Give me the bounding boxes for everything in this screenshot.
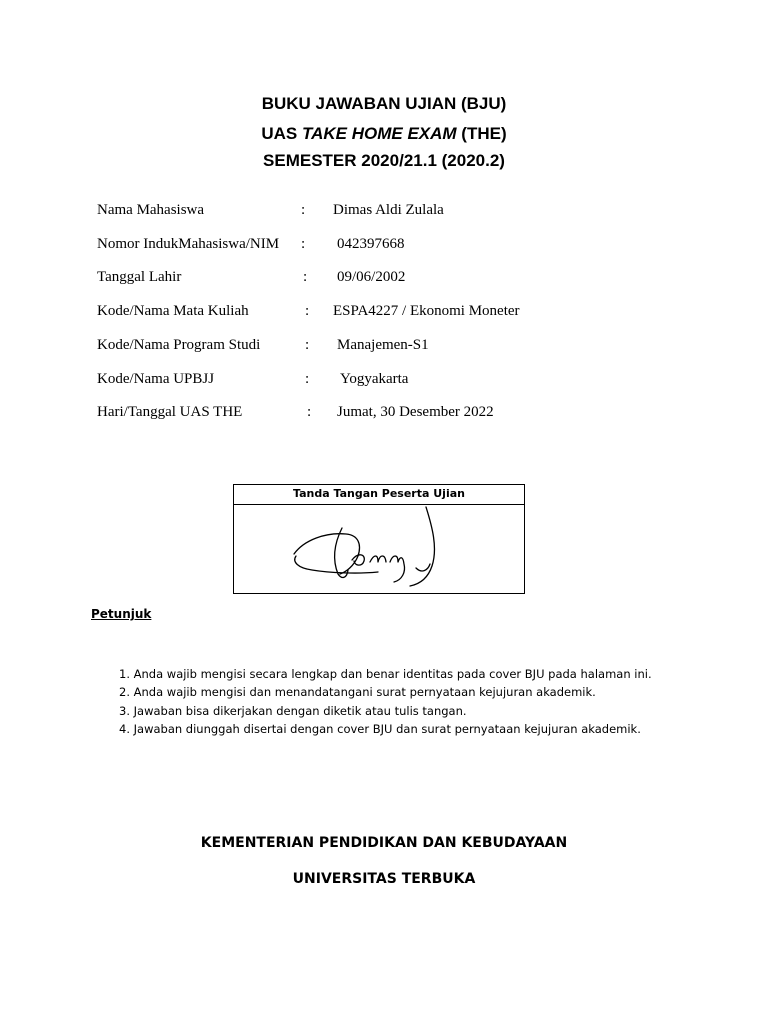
signature-box (233, 484, 525, 594)
university-name: UNIVERSITAS TERBUKA (292, 871, 476, 887)
petunjuk-item: 1. Anda wajib mengisi secara lengkap dan benar identitas pada cover BJU pada halaman ini. (119, 667, 652, 681)
field-label-nim: Nomor IndukMahasiswa/NIM (97, 236, 280, 252)
petunjuk-item: 3. Jawaban bisa dikerjakan dengan diketik atau tulis tangan. (119, 704, 467, 718)
field-value-tanggal-uas: Jumat, 30 Desember 2022 (337, 404, 494, 420)
field-label-tanggal-lahir: Tanggal Lahir (97, 269, 182, 285)
field-label-nama: Nama Mahasiswa (97, 202, 205, 218)
petunjuk-item: 2. Anda wajib mengisi dan menandatangani surat pernyataan kejujuran akademik. (119, 685, 596, 699)
field-value-nim: 042397668 (337, 236, 405, 252)
petunjuk-item: 4. Jawaban diunggah disertai dengan cover BJU dan surat pernyataan kejujuran akademik. (119, 722, 641, 736)
field-separator: : (305, 303, 310, 319)
field-separator: : (301, 202, 306, 218)
title-line-1: BUKU JAWABAN UJIAN (BJU) (261, 94, 507, 113)
field-separator: : (307, 404, 312, 420)
field-separator: : (303, 269, 308, 285)
field-separator: : (305, 337, 310, 353)
field-value-mata-kuliah: ESPA4227 / Ekonomi Moneter (333, 303, 520, 319)
field-label-program-studi: Kode/Nama Program Studi (97, 337, 261, 353)
signature-header: Tanda Tangan Peserta Ujian (234, 485, 524, 505)
signature-image (234, 504, 524, 593)
field-label-mata-kuliah: Kode/Nama Mata Kuliah (97, 303, 249, 319)
ministry-name: KEMENTERIAN PENDIDIKAN DAN KEBUDAYAAN (200, 835, 568, 851)
field-value-upbjj: Yogyakarta (340, 371, 409, 387)
title-line-2-suffix: (THE) (456, 124, 507, 143)
title-line-2 (0, 124, 768, 144)
field-label-upbjj: Kode/Nama UPBJJ (97, 371, 215, 387)
title-line-3: SEMESTER 2020/21.1 (2020.2) (263, 151, 505, 170)
field-separator: : (305, 371, 310, 387)
title-line-2-prefix: UAS (261, 124, 302, 143)
field-value-program-studi: Manajemen-S1 (337, 337, 429, 353)
field-value-tanggal-lahir: 09/06/2002 (337, 269, 406, 285)
field-value-nama: Dimas Aldi Zulala (333, 202, 444, 218)
field-label-tanggal-uas: Hari/Tanggal UAS THE (97, 404, 243, 420)
field-separator: : (301, 236, 306, 252)
title-line-2-italic: TAKE HOME EXAM (302, 124, 457, 143)
petunjuk-heading: Petunjuk (91, 607, 152, 621)
